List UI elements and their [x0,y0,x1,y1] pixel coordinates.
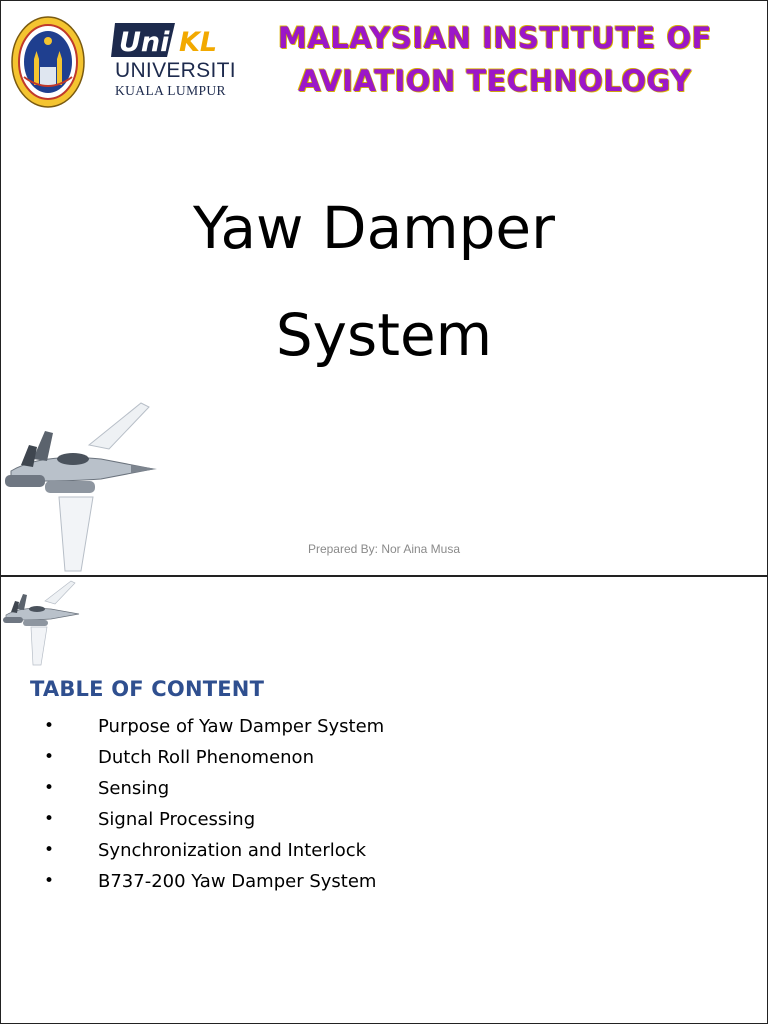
bullet-icon: • [44,871,55,891]
bullet-icon: • [44,747,55,767]
toc-item-text: B737-200 Yaw Damper System [98,871,377,892]
fighter-jet-icon [1,579,83,669]
toc-list [1,716,767,902]
prepared-by-credit: Prepared By: Nor Aina Musa [307,542,461,556]
toc-item-text: Purpose of Yaw Damper System [98,716,385,737]
toc-item-text: Sensing [98,778,170,799]
toc-item-text: Dutch Roll Phenomenon [98,747,314,768]
table-of-content-slide [0,576,768,1024]
bullet-icon: • [44,716,55,736]
institute-name-line1: MALAYSIAN INSTITUTE OF [278,21,712,55]
unikl-name-line1: UNIVERSITI [115,59,236,82]
unikl-brand-uni: Uni [119,27,170,58]
unikl-logo [111,19,246,101]
unikl-brand-kl: KL [179,27,218,58]
toc-item [1,840,767,871]
toc-item-text: Signal Processing [98,809,256,830]
unikl-wordmark-icon [111,21,246,59]
toc-item [1,778,767,809]
slide-title-line2: System [275,301,493,369]
toc-item [1,747,767,778]
toc-item [1,871,767,902]
bullet-icon: • [44,809,55,829]
toc-item [1,809,767,840]
institute-name-line2: AVIATION TECHNOLOGY [298,64,692,98]
university-crest-icon [10,15,86,109]
toc-heading: TABLE OF CONTENT [30,677,265,701]
bullet-icon: • [44,778,55,798]
toc-item-text: Synchronization and Interlock [98,840,367,861]
slide-title-line1: Yaw Damper [193,194,555,262]
bullet-icon: • [44,840,55,860]
toc-item [1,716,767,747]
unikl-name-line2: KUALA LUMPUR [115,83,226,98]
